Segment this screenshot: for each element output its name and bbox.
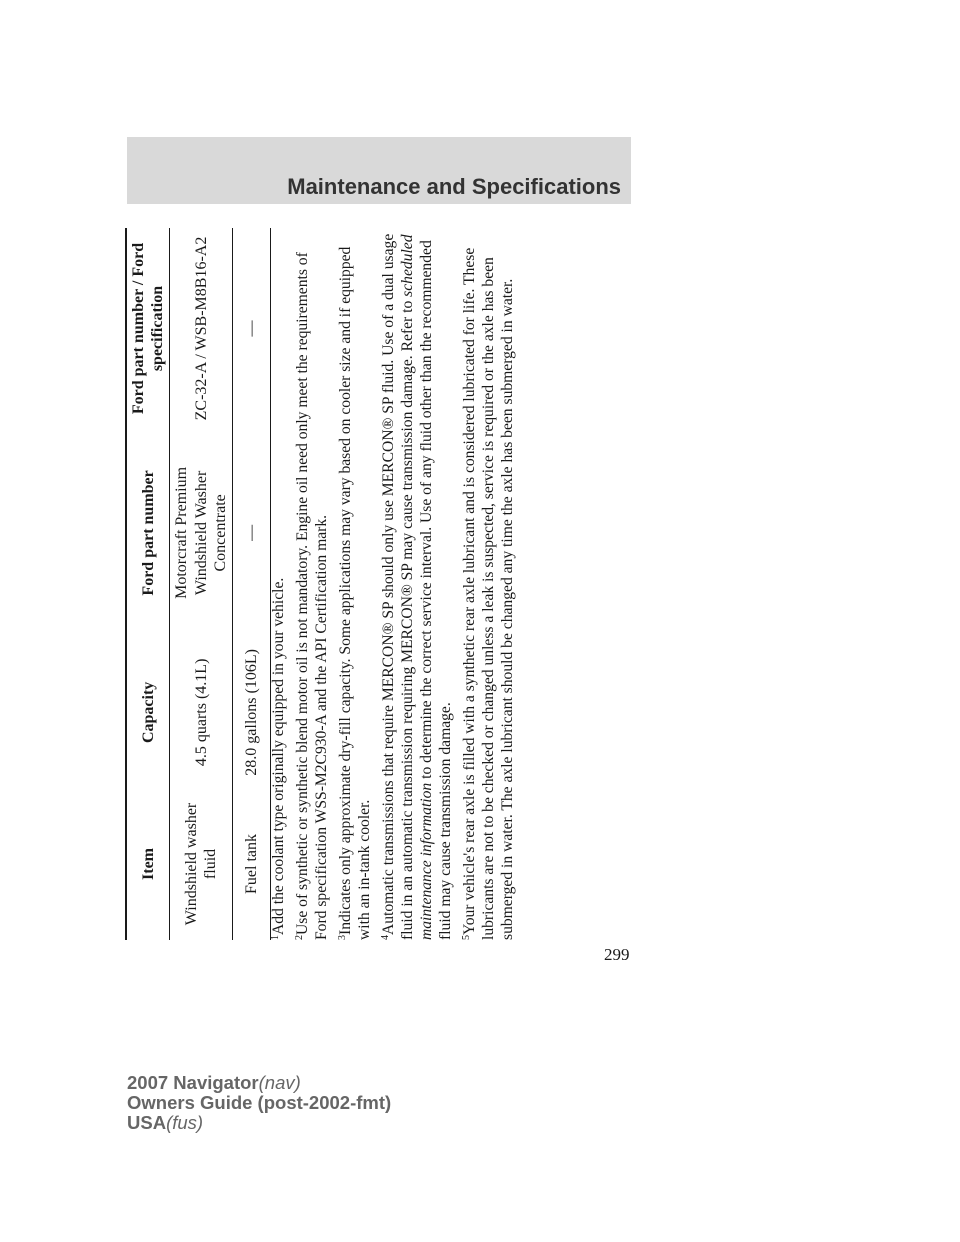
footnote-number: 5	[461, 935, 472, 940]
table-row	[170, 228, 233, 940]
table-cell: ZC-32-A / WSB-M8B16-A2	[192, 236, 210, 421]
footnote-number: 3	[337, 935, 348, 940]
footnote-1	[269, 228, 288, 940]
table-cell: —	[242, 320, 260, 337]
footnote-text: Automatic transmissions that require MERCON® SP should only use MERCON® SP fluid. Use of a dual usage fluid in an automatic transmission requiring MERCON® SP may cause transmission damage. Refer to	[380, 233, 416, 940]
footer-market: USA	[127, 1112, 167, 1133]
footnote-number: 2	[294, 935, 305, 940]
footnote-text: Indicates only approximate dry-fill capacity. Some applications may vary based on cooler size and if equipped with an in-tank cooler.	[337, 246, 373, 940]
table-header-row	[126, 228, 170, 940]
footnote-3	[336, 228, 374, 940]
footer-line-3	[127, 1113, 391, 1133]
page-number: 299	[604, 945, 630, 964]
footer-line-1	[127, 1073, 391, 1093]
footnote-text: Add the coolant type originally equipped in your vehicle.	[270, 577, 287, 935]
table-cell: 28.0 gallons (106L)	[242, 649, 260, 776]
column-header-ford-specification: Ford part number / Ford specification	[126, 228, 170, 429]
footnote-text: Use of synthetic or synthetic blend motor oil is not mandatory. Engine oil need only meet the requirements of Ford specification WSS-M2C930-A and the API Certification mark.	[294, 252, 330, 940]
footnote-text: Your vehicle's rear axle is filled with a synthetic rear axle lubricant and is considered lubricated for life. These lubricants are not to be checked or changed unless a leak is suspected, service is required or the axle has been submerged in water. The axle lubricant should be changed any time the axle has been submerged in water.	[461, 247, 516, 940]
column-header-item: Item	[126, 788, 170, 940]
table-cell: Windshield washer fluid	[182, 802, 220, 926]
footer-model-code: (nav)	[258, 1072, 301, 1093]
table-cell: —	[242, 524, 260, 541]
column-header-ford-part-number: Ford part number	[126, 429, 170, 637]
footnote-2	[293, 228, 331, 940]
footnote-4	[379, 228, 455, 940]
specification-table	[125, 228, 271, 940]
footer-line-2: Owners Guide (post-2002-fmt)	[127, 1092, 392, 1113]
footnotes	[269, 228, 522, 940]
table-row	[232, 228, 270, 940]
footnote-5	[460, 228, 517, 940]
column-header-capacity: Capacity	[126, 637, 170, 788]
section-title: Maintenance and Specifications	[287, 174, 621, 199]
rotated-content	[125, 228, 543, 940]
table-cell: Motorcraft Premium Windshield Washer Concentrate	[173, 466, 229, 599]
header-band	[127, 137, 631, 204]
footnote-number: 1	[270, 935, 281, 940]
table-cell: Fuel tank	[242, 833, 260, 894]
footnote-reference: scheduled maintenance information	[399, 234, 435, 940]
footnote-text: to determine the correct service interval. Use of any fluid other than the recommended fluid may cause transmission damage.	[418, 240, 454, 940]
footer-market-code: (fus)	[166, 1112, 204, 1133]
footnote-number: 4	[380, 935, 391, 940]
document-footer	[127, 1073, 391, 1133]
footer-model: 2007 Navigator	[127, 1072, 259, 1093]
table-cell: 4.5 quarts (4.1L)	[192, 658, 210, 767]
